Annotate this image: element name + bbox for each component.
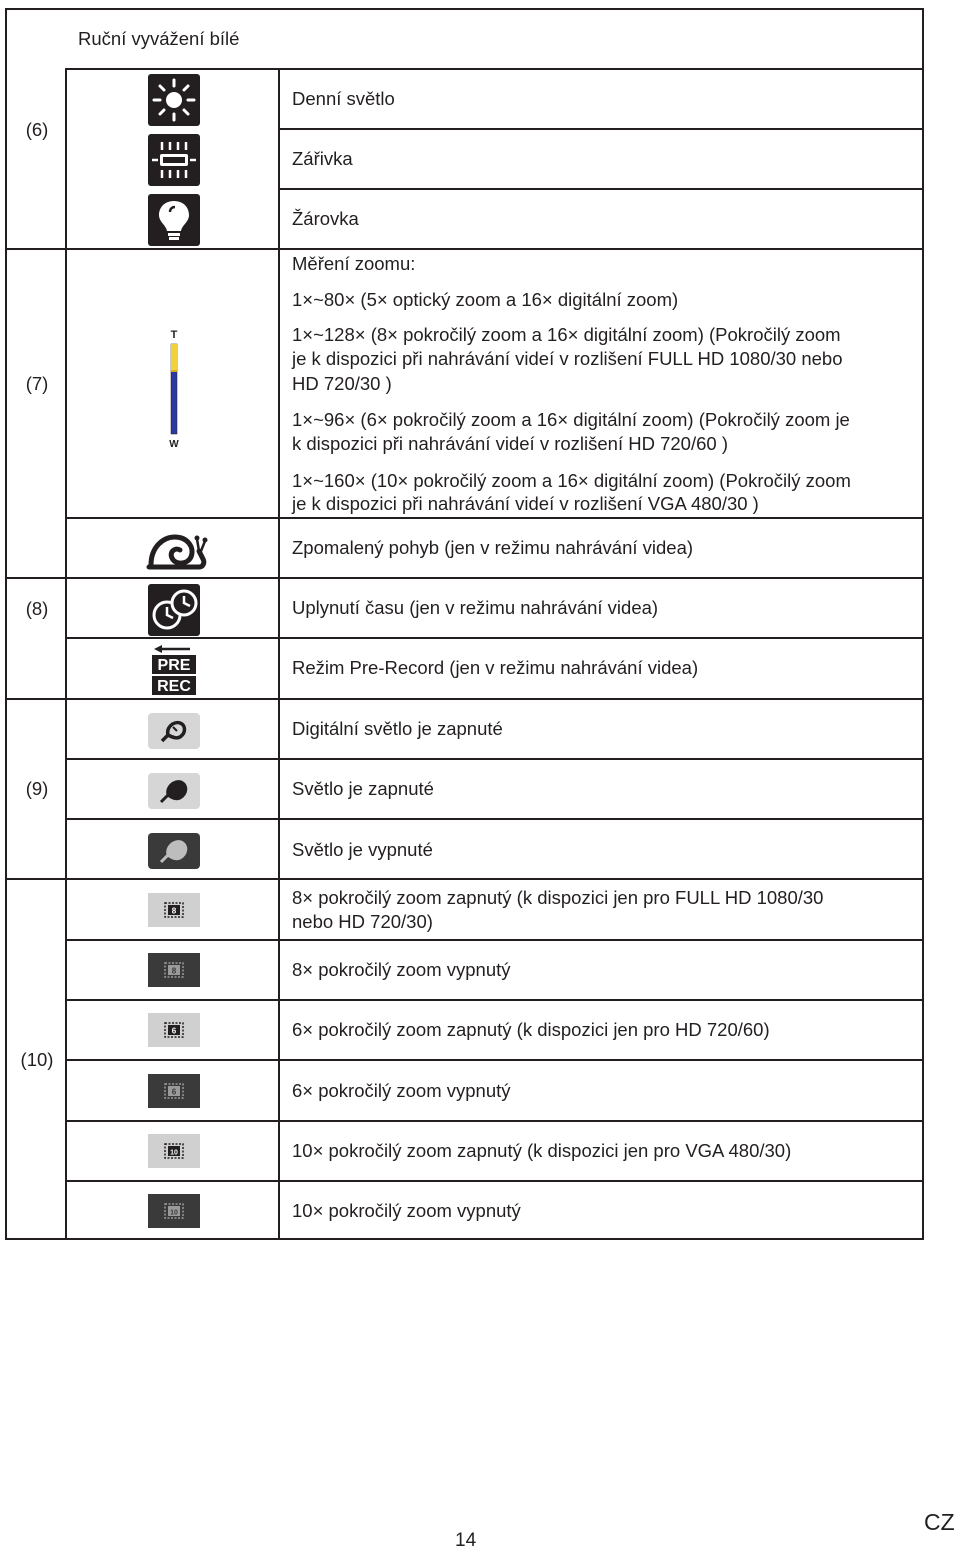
row-text: 10× pokročilý zoom zapnutý (k dispozici jen pro VGA 480/30) [292, 1140, 792, 1161]
row-text: 8× pokročilý zoom vypnutý [292, 959, 511, 980]
row-text: Denní světlo [292, 88, 395, 109]
row-text: 8× pokročilý zoom zapnutý (k dispozici jen pro FULL HD 1080/30 [292, 887, 824, 908]
row-text: 1×~160× (10× pokročilý zoom a 16× digitální zoom) (Pokročilý zoom [292, 470, 851, 491]
zoom6-off-icon [148, 1074, 200, 1108]
light-off-icon [148, 833, 200, 869]
zoom8-off-label: 8 [171, 966, 177, 976]
row-divider [65, 939, 924, 941]
row-divider [65, 1120, 924, 1122]
col-divider-2 [278, 68, 280, 1240]
pre-record-icon [148, 644, 200, 696]
zoom6-on-icon [148, 1013, 200, 1047]
snail-icon [145, 525, 209, 573]
fluorescent-icon [148, 134, 200, 186]
row-divider [278, 128, 924, 130]
zoom-t-label: T [170, 329, 178, 341]
zoom-bar-icon [162, 326, 186, 450]
row-divider [65, 68, 924, 70]
row-divider [65, 637, 924, 639]
section-title: Ruční vyvážení bílé [78, 28, 240, 49]
row-divider [7, 878, 924, 880]
row-text: HD 720/30 ) [292, 373, 392, 394]
row-divider [65, 758, 924, 760]
zoom8-on-icon [148, 893, 200, 927]
light-on-icon [148, 773, 200, 809]
group-number: (9) [25, 778, 49, 799]
zoom8-label: 8 [171, 906, 177, 916]
zoom10-off-icon [148, 1194, 200, 1228]
row-text: Měření zoomu: [292, 253, 416, 274]
row-divider [65, 517, 924, 519]
bulb-icon [148, 194, 200, 246]
row-divider [7, 248, 924, 250]
row-text: Zářivka [292, 148, 353, 169]
group-number: (7) [25, 373, 49, 394]
daylight-icon [148, 74, 200, 126]
row-text: je k dispozici při nahrávání videí v rozlišení FULL HD 1080/30 nebo [292, 348, 843, 369]
zoom6-label: 6 [171, 1026, 177, 1036]
row-text: Digitální světlo je zapnuté [292, 718, 503, 739]
zoom-w-label: W [169, 439, 179, 450]
language-tag: CZ [924, 1509, 955, 1535]
zoom8-off-icon [148, 953, 200, 987]
group-number: (10) [20, 1049, 54, 1070]
row-text: 1×~96× (6× pokročilý zoom a 16× digitální zoom) (Pokročilý zoom je [292, 409, 850, 430]
row-divider [278, 188, 924, 190]
row-divider [65, 818, 924, 820]
row-text: je k dispozici při nahrávání videí v rozlišení VGA 480/30 ) [292, 493, 759, 514]
row-divider [65, 1059, 924, 1061]
group-number: (8) [25, 598, 49, 619]
row-text: Světlo je vypnuté [292, 839, 433, 860]
row-text: 1×~80× (5× optický zoom a 16× digitální zoom) [292, 289, 679, 310]
row-text: 6× pokročilý zoom zapnutý (k dispozici jen pro HD 720/60) [292, 1019, 770, 1040]
zoom10-off-label: 10 [170, 1209, 178, 1217]
icon-table [5, 8, 924, 1240]
page-number: 14 [455, 1530, 477, 1551]
row-text: Režim Pre-Record (jen v režimu nahrávání videa) [292, 657, 699, 678]
time-lapse-icon [148, 584, 200, 636]
row-text: Zpomalený pohyb (jen v režimu nahrávání videa) [292, 537, 694, 558]
zoom6-off-label: 6 [171, 1087, 177, 1097]
row-text: 10× pokročilý zoom vypnutý [292, 1200, 521, 1221]
rec-label: REC [157, 678, 191, 695]
zoom10-on-icon [148, 1134, 200, 1168]
pre-label: PRE [157, 657, 191, 674]
row-text: nebo HD 720/30) [292, 911, 433, 932]
row-divider [7, 577, 924, 579]
group-number: (6) [25, 119, 49, 140]
row-text: 6× pokročilý zoom vypnutý [292, 1080, 511, 1101]
row-text: Světlo je zapnuté [292, 778, 434, 799]
row-text: 1×~128× (8× pokročilý zoom a 16× digitální zoom) (Pokročilý zoom [292, 324, 841, 345]
row-divider [65, 1180, 924, 1182]
row-divider [7, 698, 924, 700]
row-text: Žárovka [292, 208, 359, 229]
row-text: k dispozici při nahrávání videí v rozlišení HD 720/60 ) [292, 433, 728, 454]
row-text: Uplynutí času (jen v režimu nahrávání videa) [292, 597, 659, 618]
digital-light-icon [148, 713, 200, 749]
zoom10-label: 10 [170, 1149, 178, 1157]
row-divider [65, 999, 924, 1001]
